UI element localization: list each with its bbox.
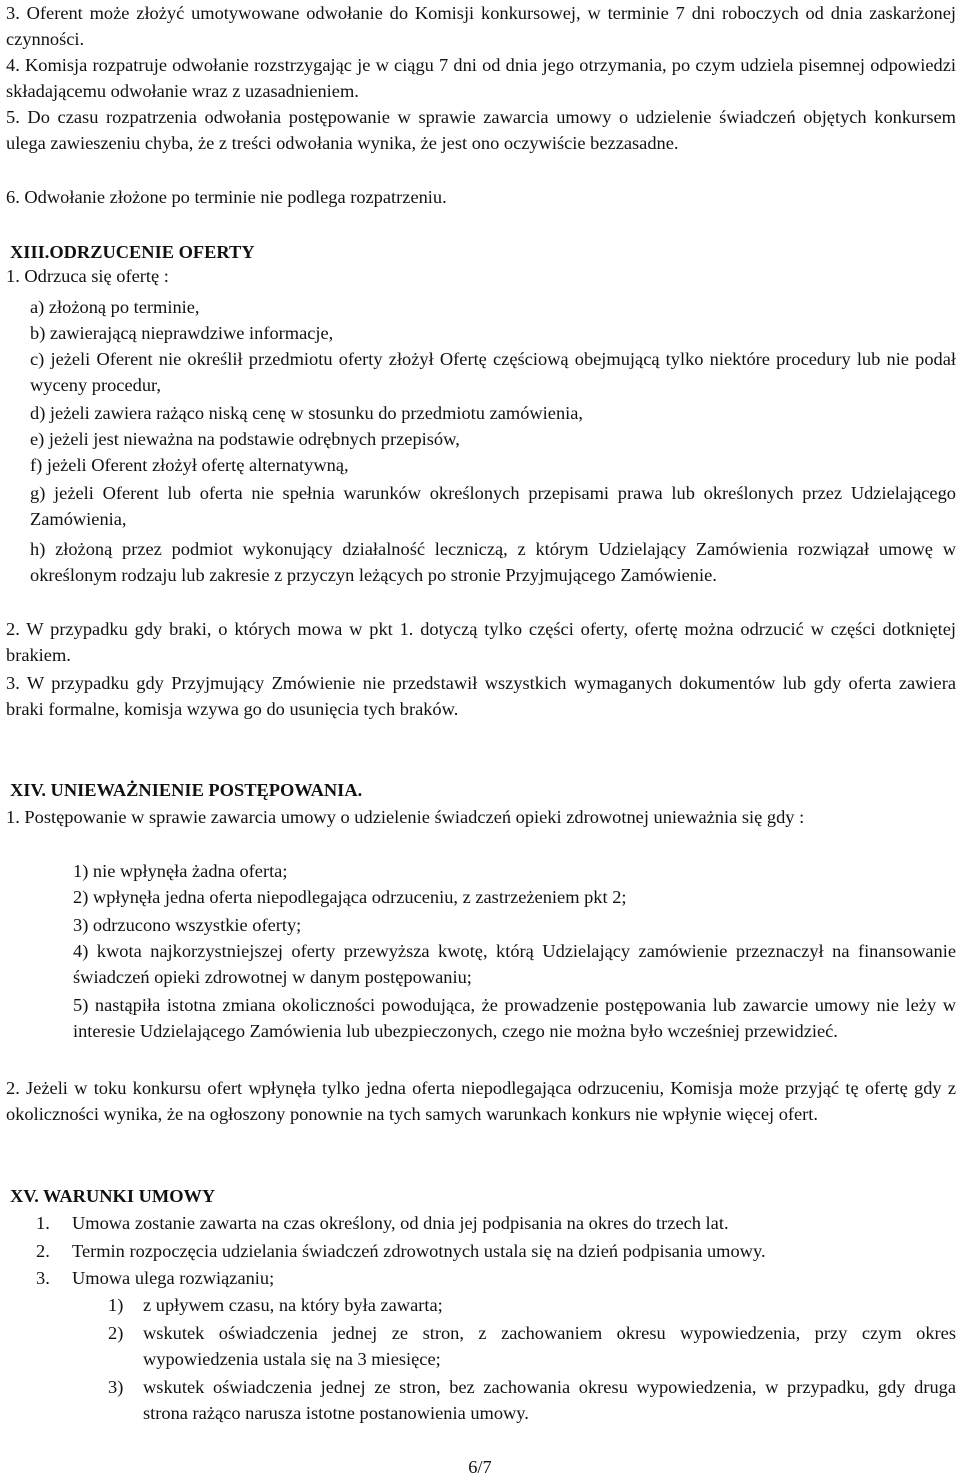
list-number: 1.: [36, 1213, 50, 1233]
paragraph-12-6: 6. Odwołanie złożone po terminie nie podlega rozpatrzeniu.: [6, 187, 447, 207]
list-item-13-g: g) jeżeli Oferent lub oferta nie spełnia warunków określonych przepisami prawa lub określonych przez Udzielającego Zamówienia,: [30, 483, 956, 530]
page-number: 6/7: [468, 1457, 492, 1477]
paragraph-12-4: 4. Komisja rozpatruje odwołanie rozstrzygając je w ciągu 7 dni od dnia jego otrzymania, po czym udziela pisemnej odpowiedzi składającemu odwołanie wraz z uzasadnieniem.: [6, 55, 956, 102]
list-number: 3.: [36, 1268, 50, 1288]
list-item-15-2: [36, 1238, 956, 1264]
paragraph-14-1: 1. Postępowanie w sprawie zawarcia umowy o udzielenie świadczeń opieki zdrowotnej unieważnia się gdy :: [6, 807, 805, 827]
list-item-13-h: h) złożoną przez podmiot wykonujący działalność leczniczą, z którym Udzielający Zamówienia rozwiązał umowę w określonym rodzaju lub zakresie z przyczyn leżących po stronie Przyjmującego Zamówienie.: [30, 539, 956, 586]
list-item-14-1: 1) nie wpłynęła żadna oferta;: [73, 861, 288, 881]
paragraph-13-2: 2. W przypadku gdy braki, o których mowa w pkt 1. dotyczą tylko części oferty, ofertę można odrzucić w części dotkniętej brakiem.: [6, 619, 956, 666]
list-item-14-4: 4) kwota najkorzystniejszej oferty przewyższa kwotę, którą Udzielający zamówienie przeznaczył na finansowanie świadczeń opieki zdrowotnej w danym postępowaniu;: [73, 941, 956, 988]
list-item-15-3: [36, 1265, 956, 1291]
list-number: 2.: [36, 1241, 50, 1261]
section-heading-xv: XV. WARUNKI UMOWY: [10, 1186, 216, 1206]
sublist-number: 3): [108, 1377, 124, 1397]
list-item-14-2: 2) wpłynęła jedna oferta niepodlegająca odrzuceniu, z zastrzeżeniem pkt 2;: [73, 887, 627, 907]
sublist-item-15-3-1: [108, 1292, 956, 1318]
list-item-13-a: a) złożoną po terminie,: [30, 297, 200, 317]
list-text: Termin rozpoczęcia udzielania świadczeń zdrowotnych ustala się na dzień podpisania umowy.: [72, 1241, 766, 1261]
sublist-text: z upływem czasu, na który była zawarta;: [143, 1295, 443, 1315]
list-item-13-e: e) jeżeli jest nieważna na podstawie odrębnych przepisów,: [30, 429, 460, 449]
list-text: Umowa ulega rozwiązaniu;: [72, 1268, 275, 1288]
sublist-item-15-3-3: [108, 1374, 956, 1428]
sublist-number: 2): [108, 1323, 124, 1343]
list-item-15-1: [36, 1210, 956, 1236]
sublist-item-15-3-2: [108, 1320, 956, 1374]
sublist-text: wskutek oświadczenia jednej ze stron, z zachowaniem okresu wypowiedzenia, przy czym okres wypowiedzenia ustala się na 3 miesięce;: [143, 1323, 956, 1370]
list-item-14-5: 5) nastąpiła istotna zmiana okoliczności powodująca, że prowadzenie postępowania lub zawarcie umowy nie leży w interesie Udzielającego Zamówienia lub ubezpieczonych, czego nie można było wcześniej przewidzieć.: [73, 995, 956, 1042]
sublist-number: 1): [108, 1295, 124, 1315]
list-item-14-3: 3) odrzucono wszystkie oferty;: [73, 915, 302, 935]
list-item-13-b: b) zawierającą nieprawdziwe informacje,: [30, 323, 334, 343]
paragraph-12-5: 5. Do czasu rozpatrzenia odwołania postępowanie w sprawie zawarcia umowy o udzielenie świadczeń objętych konkursem ulega zawieszeniu chyba, że z treści odwołania wynika, że jest ono oczywiście bezzasadne.: [6, 107, 956, 154]
list-item-13-f: f) jeżeli Oferent złożył ofertę alternatywną,: [30, 455, 349, 475]
list-item-13-c: c) jeżeli Oferent nie określił przedmiotu oferty złożył Ofertę częściową obejmującą tylko niektóre procedury lub nie podał wyceny procedur,: [30, 349, 956, 396]
paragraph-14-2: 2. Jeżeli w toku konkursu ofert wpłynęła tylko jedna oferta niepodlegająca odrzuceniu, Komisja może przyjąć tę ofertę gdy z okoliczności wynika, że na ogłoszony ponownie na tych samych warunkach konkurs nie wpłynie więcej ofert.: [6, 1078, 956, 1125]
sublist-text: wskutek oświadczenia jednej ze stron, bez zachowania okresu wypowiedzenia, w przypadku, gdy druga strona rażąco narusza istotne postanowienia umowy.: [143, 1377, 956, 1424]
list-item-13-d: d) jeżeli zawiera rażąco niską cenę w stosunku do przedmiotu zamówienia,: [30, 403, 584, 423]
list-text: Umowa zostanie zawarta na czas określony, od dnia jej podpisania na okres do trzech lat.: [72, 1213, 729, 1233]
paragraph-13-3: 3. W przypadku gdy Przyjmujący Zmówienie nie przedstawił wszystkich wymaganych dokumentów lub gdy oferta zawiera braki formalne, komisja wzywa go do usunięcia tych braków.: [6, 673, 956, 720]
paragraph-12-3: 3. Oferent może złożyć umotywowane odwołanie do Komisji konkursowej, w terminie 7 dni roboczych od dnia zaskarżonej czynności.: [6, 3, 956, 50]
paragraph-13-1: 1. Odrzuca się ofertę :: [6, 266, 169, 286]
section-heading-xiv: XIV. UNIEWAŻNIENIE POSTĘPOWANIA.: [10, 780, 363, 800]
section-heading-xiii: XIII.ODRZUCENIE OFERTY: [10, 242, 255, 262]
